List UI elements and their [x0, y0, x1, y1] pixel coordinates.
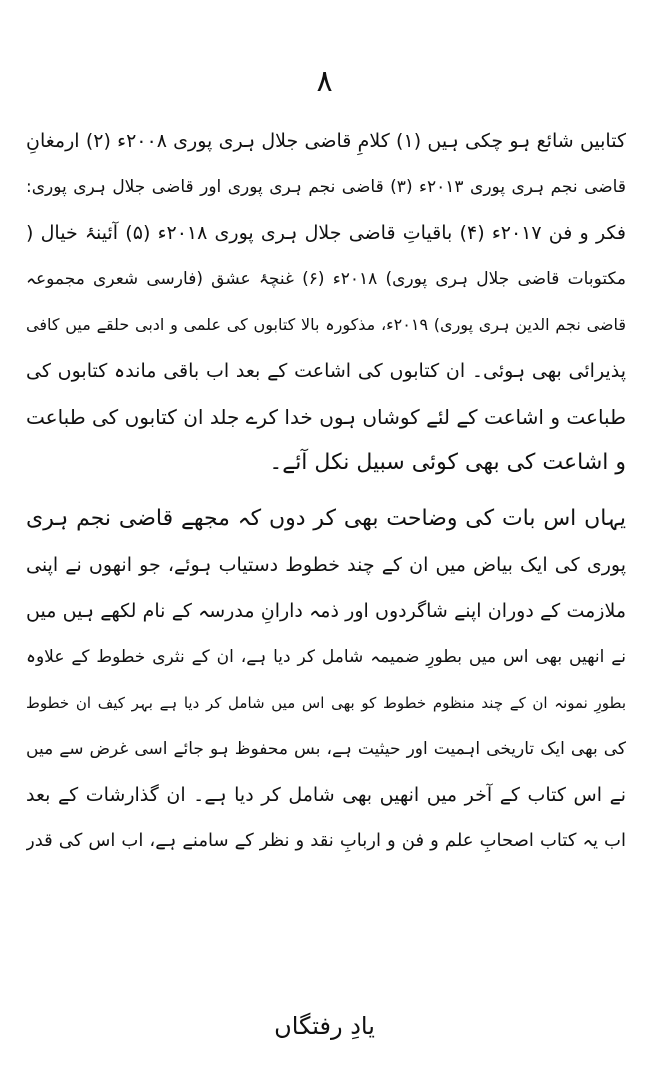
text-line: نے انھیں بھی اس میں بطورِ ضمیمہ شامل کر دیا ہے، ان کے نثری خطوط کے علاوہ: [26, 647, 626, 667]
text-line: کی بھی ایک تاریخی اہمیت اور حیثیت ہے، بس محفوظ ہو جائے اسی غرض سے میں: [26, 739, 626, 759]
text-line: فکر و فن ۲۰۱۷ء (۴) باقیاتِ قاضی جلال ہری پوری ۲۰۱۸ء (۵) آئینۂ خیال (: [26, 222, 626, 244]
paragraph-2: [26, 496, 626, 864]
text-line: و اشاعت کی بھی کوئی سبیل نکل آئے۔: [269, 450, 626, 475]
text-line: بطورِ نمونہ ان کے چند منظوم خطوط کو بھی اس میں شامل کر دیا ہے بہر کیف ان خطوط: [26, 694, 626, 712]
text-line: پذیرائی بھی ہوئی۔ ان کتابوں کی اشاعت کے بعد اب باقی ماندہ کتابوں کی: [26, 360, 626, 382]
text-line: قاضی نجم ہری پوری ۲۰۱۳ء (۳) قاضی نجم ہری پوری اور قاضی جلال ہری پوری:: [26, 177, 626, 197]
text-line: قاضی نجم الدین ہری پوری) ۲۰۱۹ء، مذکورہ بالا کتابوں کی علمی و ادبی حلقے میں کافی: [26, 315, 626, 334]
footer-book-title: یادِ رفتگاں: [274, 1012, 375, 1040]
text-line: پوری کی ایک بیاض میں ان کے چند خطوط دستیاب ہوئے، جو انھوں نے اپنی: [26, 554, 626, 576]
paragraph-1: [26, 118, 626, 486]
text-line: مکتوبات قاضی جلال ہری پوری) ۲۰۱۸ء (۶) غنچۂ عشق (فارسی شعری مجموعہ: [26, 269, 626, 289]
text-line: ملازمت کے دوران اپنے شاگردوں اور ذمہ دارانِ مدرسہ کے نام لکھے ہیں میں: [26, 600, 626, 622]
paragraph-gap: [26, 486, 626, 496]
text-line: طباعت و اشاعت کے لئے کوشاں ہوں خدا کرے جلد ان کتابوں کی طباعت: [26, 405, 626, 429]
page-number: ۸: [316, 64, 333, 99]
body-text: [26, 118, 626, 864]
text-line: کتابیں شائع ہو چکی ہیں (۱) کلامِ قاضی جلال ہری پوری ۲۰۰۸ء (۲) ارمغانِ: [26, 130, 626, 152]
text-line: اب یہ کتاب اصحابِ علم و فن و اربابِ نقد و نظر کے سامنے ہے، اب اس کی قدر: [26, 830, 626, 851]
text-line: یہاں اس بات کی وضاحت بھی کر دوں کہ مجھے قاضی نجم ہری: [26, 506, 626, 531]
text-line: نے اس کتاب کے آخر میں انھیں بھی شامل کر دیا ہے۔ ان گذارشات کے بعد: [26, 784, 626, 806]
